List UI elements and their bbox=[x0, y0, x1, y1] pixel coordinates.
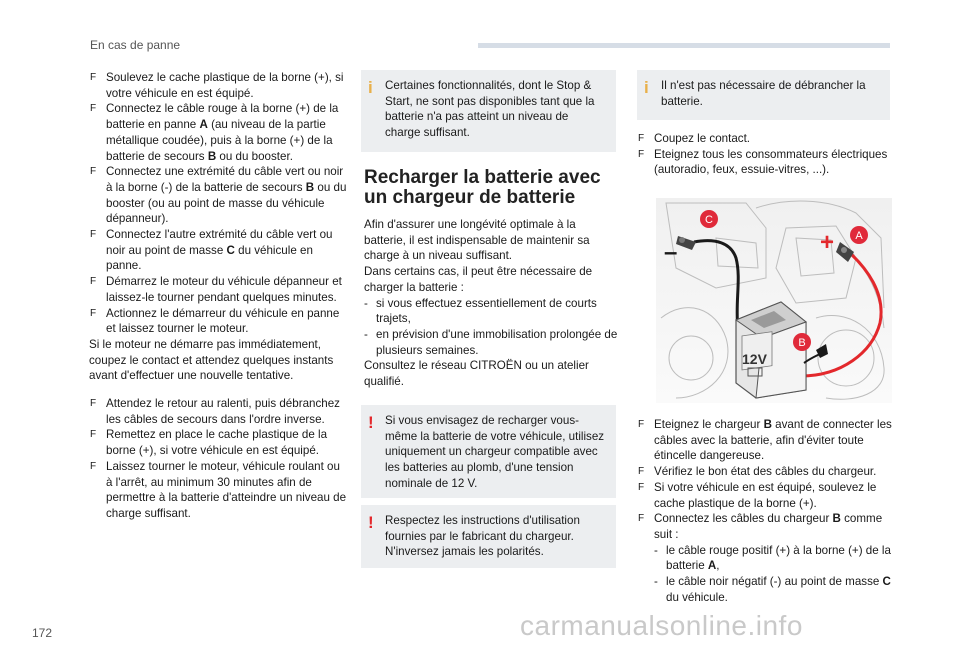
warning-icon: ! bbox=[368, 513, 374, 532]
list-item: F Attendez le retour au ralenti, puis débranchez les câbles de secours dans l'ordre inverse. bbox=[90, 397, 340, 426]
svg-text:C: C bbox=[705, 214, 713, 226]
warning-box bbox=[361, 505, 616, 568]
info-box bbox=[637, 70, 890, 120]
list-item: F Vérifiez le bon état des câbles du chargeur. bbox=[638, 465, 877, 479]
plus-sign: + bbox=[820, 229, 835, 256]
info-icon: i bbox=[644, 78, 649, 97]
warning-text: Si vous envisagez de recharger vous-même la batterie de votre véhicule, utilisez uniquement un chargeur compatible avec les batteries au plomb, d'une tension nominale de 12 V. bbox=[385, 414, 605, 490]
warning-text: Respectez les instructions d'utilisation fournies par le fabricant du chargeur. N'inversez jamais les polarités. bbox=[385, 514, 580, 559]
list-item: - le câble rouge positif (+) à la borne (+) de la batterie A, bbox=[654, 543, 891, 573]
list-item: F Remettez en place le cache plastique de la borne (+), si votre véhicule en est équipé. bbox=[90, 428, 328, 458]
list-item: F Démarrez le moteur du véhicule dépanneur et laissez-le tourner pendant quelques minutes. bbox=[90, 275, 342, 304]
paragraph: Afin d'assurer une longévité optimale à la batterie, il est indispensable de maintenir sa charge à un niveau suffisant. bbox=[364, 218, 590, 263]
page-number: 172 bbox=[32, 626, 53, 640]
left-column bbox=[89, 70, 347, 522]
list-item: F Connectez le câble rouge à la borne (+) de la batterie en panne A (au niveau de la partie métallique coudée), puis à la borne (+) de la batterie de secours B ou du booster. bbox=[90, 102, 339, 163]
list-item: F Eteignez le chargeur B avant de connecter les câbles avec la batterie, afin d'éviter toute étincelle dangereuse. bbox=[638, 418, 892, 463]
charger-icon bbox=[736, 302, 806, 398]
list-item: F Eteignez tous les consommateurs électriques (autoradio, feux, essuie-vitres, ...). bbox=[638, 147, 888, 177]
label-b bbox=[793, 333, 811, 351]
paragraph: Consultez le réseau CITROËN ou un atelier qualifié. bbox=[364, 359, 589, 389]
list-item: F Si votre véhicule en est équipé, soulevez le cache plastique de la borne (+). bbox=[638, 480, 877, 510]
info-box bbox=[361, 70, 616, 152]
list-item: F Connectez l'autre extrémité du câble vert ou noir au point de masse C du véhicule en panne. bbox=[90, 228, 333, 273]
voltage-label: 12V bbox=[742, 351, 767, 367]
warning-box bbox=[361, 405, 616, 498]
section-heading: Recharger la batterie avec un chargeur de batterie bbox=[364, 167, 601, 208]
info-text: Il n'est pas nécessaire de débrancher la batterie. bbox=[661, 79, 866, 108]
header-title: En cas de panne bbox=[90, 38, 181, 52]
list-item: - si vous effectuez essentiellement de courts trajets, bbox=[364, 296, 597, 326]
label-c bbox=[700, 210, 718, 228]
battery-charger-illustration bbox=[656, 198, 892, 403]
header-bar bbox=[478, 43, 890, 48]
list-item: F Connectez une extrémité du câble vert ou noir à la borne (-) de la batterie de secours B ou du booster (ou au point de masse du véhicule dépanneur). bbox=[90, 165, 347, 226]
list-item: F Actionnez le démarreur du véhicule en panne et laissez tourner le moteur. bbox=[90, 306, 340, 336]
svg-text:A: A bbox=[855, 230, 863, 242]
watermark: carmanualsonline.info bbox=[520, 610, 803, 641]
list-item: - le câble noir négatif (-) au point de masse C du véhicule. bbox=[654, 575, 891, 604]
paragraph: Dans certains cas, il peut être nécessaire de charger la batterie : bbox=[364, 265, 593, 294]
minus-sign: – bbox=[664, 239, 678, 266]
warning-icon: ! bbox=[368, 413, 374, 432]
right-list-1 bbox=[637, 131, 892, 178]
info-text: Certaines fonctionnalités, dont le Stop & Start, ne sont pas disponibles tant que la batterie n'a pas atteint un niveau de charge suffisant. bbox=[385, 79, 595, 140]
list-item: F Laissez tourner le moteur, véhicule roulant ou à l'arrêt, au minimum 30 minutes afin de permettre à la batterie d'atteindre un niveau de charge suffisant. bbox=[90, 459, 347, 520]
label-a bbox=[850, 226, 868, 244]
list-item: F Coupez le contact. bbox=[638, 132, 751, 145]
right-list-2 bbox=[637, 417, 892, 605]
list-item: F Connectez les câbles du chargeur B comme suit : bbox=[638, 512, 883, 541]
list-item: - en prévision d'une immobilisation prolongée de plusieurs semaines. bbox=[364, 327, 618, 357]
paragraph: Si le moteur ne démarre pas immédiatement, coupez le contact et attendez quelques instants avant d'effectuer une nouvelle tentative. bbox=[89, 337, 334, 383]
list-item: F Soulevez le cache plastique de la borne (+), si votre véhicule en est équipé. bbox=[90, 71, 344, 100]
info-icon: i bbox=[368, 78, 373, 97]
middle-text bbox=[364, 217, 619, 390]
svg-text:B: B bbox=[798, 337, 806, 349]
